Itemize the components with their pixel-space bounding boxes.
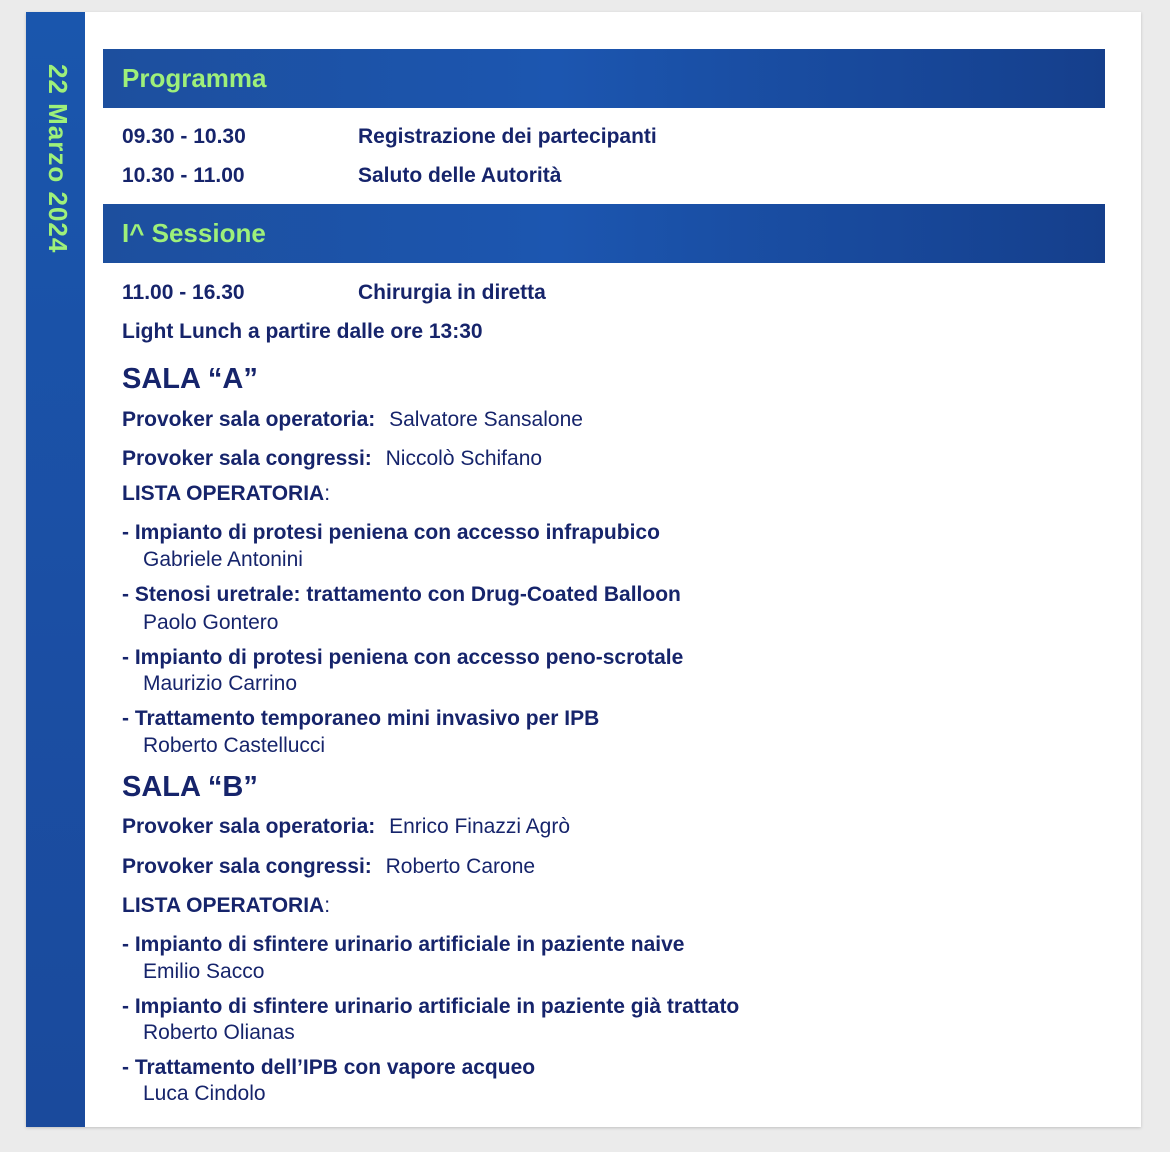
procedure-title: - Trattamento dell’IPB con vapore acqueo xyxy=(122,1056,536,1079)
procedure-surgeon: Roberto Castellucci xyxy=(143,734,326,757)
provoker-label: Provoker sala operatoria: xyxy=(122,408,376,431)
schedule-time: 11.00 - 16.30 xyxy=(122,281,245,304)
sala-a-lista-heading xyxy=(122,481,330,507)
schedule-desc: Saluto delle Autorità xyxy=(358,164,562,187)
provoker-name: Salvatore Sansalone xyxy=(389,408,583,431)
schedule-row xyxy=(122,163,562,189)
procedure-surgeon: Paolo Gontero xyxy=(143,611,279,634)
schedule-desc: Registrazione dei partecipanti xyxy=(358,125,657,148)
procedure-title: - Trattamento temporaneo mini invasivo per IPB xyxy=(122,707,600,730)
procedure-title: - Impianto di protesi peniena con accesso infrapubico xyxy=(122,521,660,544)
schedule-row xyxy=(122,280,546,306)
provoker-name: Niccolò Schifano xyxy=(385,447,543,470)
procedure-surgeon: Luca Cindolo xyxy=(143,1082,266,1105)
procedure-surgeon: Gabriele Antonini xyxy=(143,548,303,571)
sala-a-provoker-congressi xyxy=(122,446,542,472)
procedure-surgeon: Emilio Sacco xyxy=(143,960,265,983)
programma-title: Programma xyxy=(122,63,267,93)
date-sidebar xyxy=(26,12,85,1127)
sala-b-provoker-congressi xyxy=(122,854,535,880)
lista-label: LISTA OPERATORIA xyxy=(122,482,325,505)
procedure-title: - Impianto di sfintere urinario artificiale in paziente già trattato xyxy=(122,995,740,1018)
procedure-surgeon: Roberto Olianas xyxy=(143,1021,295,1044)
procedure-title: - Impianto di protesi peniena con accesso peno-scrotale xyxy=(122,646,684,669)
programma-banner xyxy=(103,49,1105,108)
sala-b-lista-heading xyxy=(122,893,330,919)
lista-colon: : xyxy=(324,894,331,917)
sessione-banner xyxy=(103,204,1105,263)
procedure-surgeon: Maurizio Carrino xyxy=(143,672,298,695)
schedule-time: 10.30 - 11.00 xyxy=(122,164,245,187)
provoker-label: Provoker sala congressi: xyxy=(122,447,372,470)
schedule-desc: Chirurgia in diretta xyxy=(358,281,546,304)
event-date: 22 Marzo 2024 xyxy=(43,64,73,254)
provoker-name: Enrico Finazzi Agrò xyxy=(389,815,571,838)
provoker-label: Provoker sala operatoria: xyxy=(122,815,376,838)
provoker-name: Roberto Carone xyxy=(385,855,536,878)
lunch-note: Light Lunch a partire dalle ore 13:30 xyxy=(122,320,483,343)
sala-a-heading: SALA “A” xyxy=(122,363,258,395)
sala-b-heading: SALA “B” xyxy=(122,771,258,803)
lista-colon: : xyxy=(324,482,331,505)
program-page xyxy=(26,12,1141,1127)
procedure-title: - Impianto di sfintere urinario artificiale in paziente naive xyxy=(122,933,685,956)
provoker-label: Provoker sala congressi: xyxy=(122,855,372,878)
schedule-row xyxy=(122,124,657,150)
schedule-time: 09.30 - 10.30 xyxy=(122,125,246,148)
lista-label: LISTA OPERATORIA xyxy=(122,894,325,917)
procedure-title: - Stenosi uretrale: trattamento con Drug-Coated Balloon xyxy=(122,583,681,606)
sala-a-provoker-operatoria xyxy=(122,407,583,433)
sessione-title: I^ Sessione xyxy=(122,218,266,248)
sala-b-provoker-operatoria xyxy=(122,814,570,840)
